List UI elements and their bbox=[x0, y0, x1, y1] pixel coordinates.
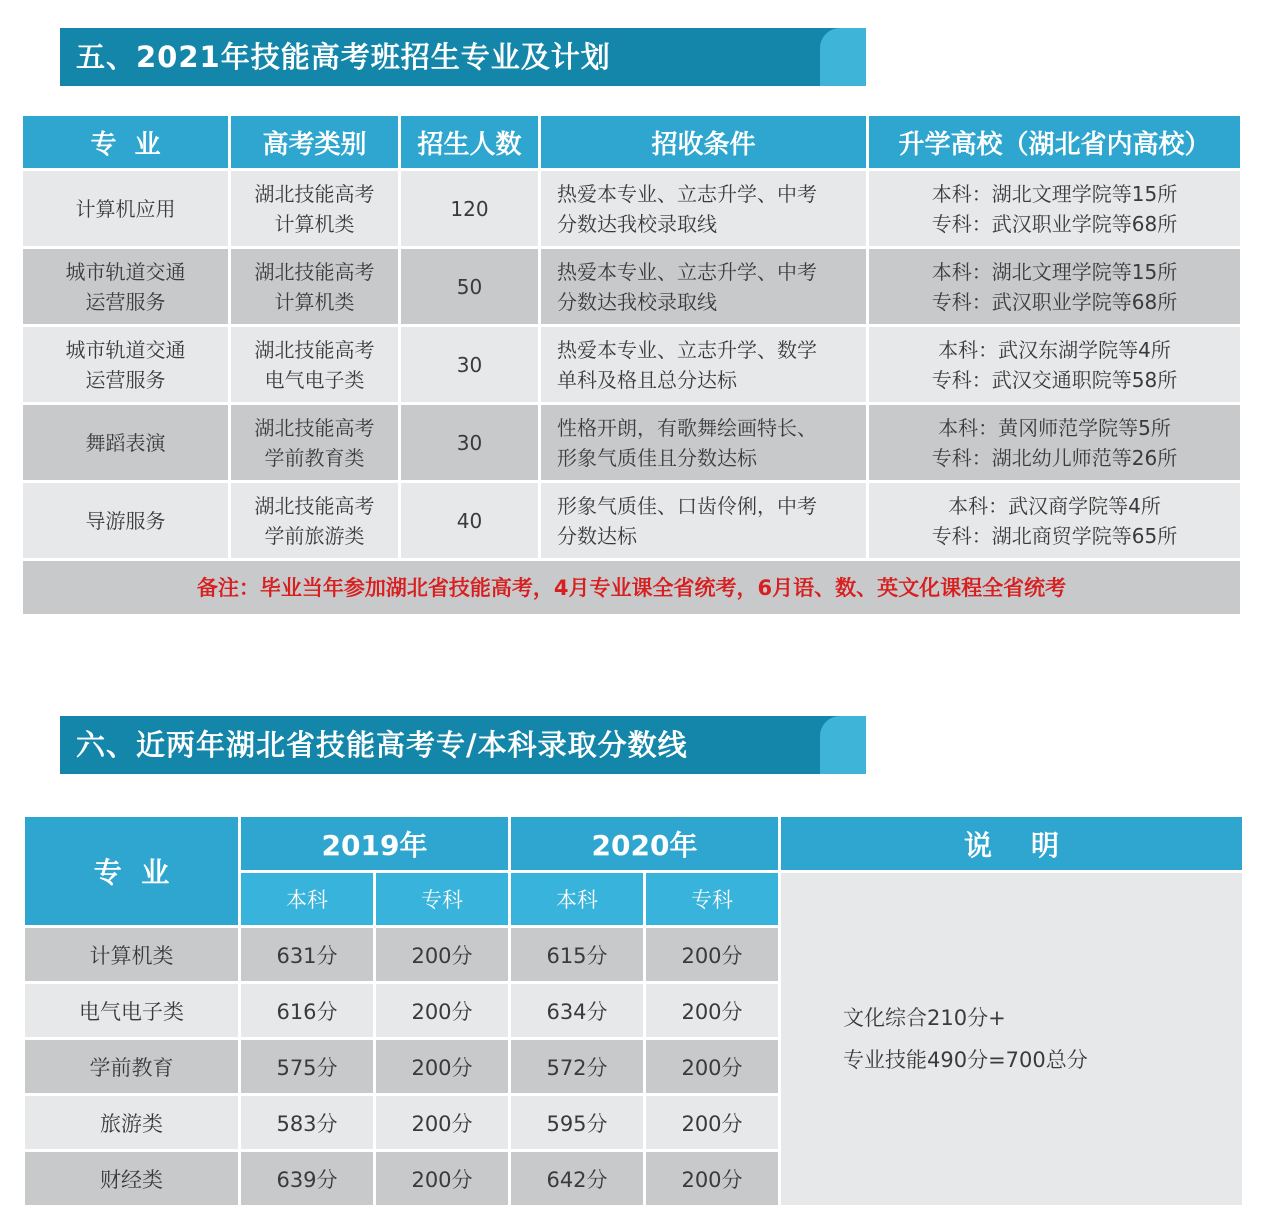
score-cell: 200分 bbox=[645, 1095, 780, 1151]
subheader-associate: 专科 bbox=[645, 872, 780, 927]
score-cell: 595分 bbox=[510, 1095, 645, 1151]
section6-banner bbox=[60, 716, 866, 774]
score-cell: 200分 bbox=[645, 983, 780, 1039]
category-cell: 湖北技能高考 计算机类 bbox=[230, 170, 400, 248]
header-count: 招生人数 bbox=[400, 115, 540, 170]
major-cell: 导游服务 bbox=[22, 482, 230, 560]
score-cell: 200分 bbox=[645, 1039, 780, 1095]
table-row bbox=[22, 326, 1242, 404]
score-cell: 200分 bbox=[645, 1151, 780, 1207]
score-cell: 200分 bbox=[375, 983, 510, 1039]
condition-cell: 热爱本专业、立志升学、中考 分数达我校录取线 bbox=[540, 248, 868, 326]
major-cell: 学前教育 bbox=[24, 1039, 240, 1095]
schools-cell: 本科：湖北文理学院等15所 专科：武汉职业学院等68所 bbox=[868, 170, 1242, 248]
condition-cell: 热爱本专业、立志升学、中考 分数达我校录取线 bbox=[540, 170, 868, 248]
score-cell: 639分 bbox=[240, 1151, 375, 1207]
major-cell: 旅游类 bbox=[24, 1095, 240, 1151]
score-cell: 631分 bbox=[240, 927, 375, 983]
table-row bbox=[22, 482, 1242, 560]
score-line-table bbox=[22, 814, 1245, 1208]
score-cell: 572分 bbox=[510, 1039, 645, 1095]
header-condition: 招收条件 bbox=[540, 115, 868, 170]
header-schools: 升学高校（湖北省内高校） bbox=[868, 115, 1242, 170]
score-cell: 200分 bbox=[375, 1151, 510, 1207]
subheader-associate: 专科 bbox=[375, 872, 510, 927]
major-cell: 城市轨道交通 运营服务 bbox=[22, 326, 230, 404]
header-category: 高考类别 bbox=[230, 115, 400, 170]
score-cell: 200分 bbox=[645, 927, 780, 983]
count-cell: 30 bbox=[400, 326, 540, 404]
header-year-2020: 2020年 bbox=[510, 816, 780, 872]
count-cell: 40 bbox=[400, 482, 540, 560]
major-cell: 舞蹈表演 bbox=[22, 404, 230, 482]
major-cell: 城市轨道交通 运营服务 bbox=[22, 248, 230, 326]
table-header-row bbox=[24, 816, 1244, 872]
table-header-row bbox=[22, 115, 1242, 170]
explain-line: 文化综合210分+ bbox=[843, 1006, 1006, 1030]
count-cell: 120 bbox=[400, 170, 540, 248]
major-cell: 计算机类 bbox=[24, 927, 240, 983]
schools-cell: 本科：武汉商学院等4所 专科：湖北商贸学院等65所 bbox=[868, 482, 1242, 560]
schools-cell: 本科：湖北文理学院等15所 专科：武汉职业学院等68所 bbox=[868, 248, 1242, 326]
count-cell: 50 bbox=[400, 248, 540, 326]
table-row bbox=[22, 248, 1242, 326]
enrollment-plan-table bbox=[20, 113, 1243, 617]
count-cell: 30 bbox=[400, 404, 540, 482]
header-explain: 说 明 bbox=[780, 816, 1244, 872]
section5-title: 五、2021年技能高考班招生专业及计划 bbox=[76, 40, 611, 74]
schools-cell: 本科：武汉东湖学院等4所 专科：武汉交通职院等58所 bbox=[868, 326, 1242, 404]
major-cell: 计算机应用 bbox=[22, 170, 230, 248]
section5-banner bbox=[60, 28, 866, 86]
table-row bbox=[22, 404, 1242, 482]
condition-cell: 性格开朗，有歌舞绘画特长、 形象气质佳且分数达标 bbox=[540, 404, 868, 482]
score-cell: 575分 bbox=[240, 1039, 375, 1095]
category-cell: 湖北技能高考 学前旅游类 bbox=[230, 482, 400, 560]
score-cell: 200分 bbox=[375, 1039, 510, 1095]
header-major: 专 业 bbox=[24, 816, 240, 927]
table-row bbox=[22, 170, 1242, 248]
score-cell: 583分 bbox=[240, 1095, 375, 1151]
category-cell: 湖北技能高考 电气电子类 bbox=[230, 326, 400, 404]
explain-line: 专业技能490分=700总分 bbox=[843, 1048, 1088, 1072]
header-major: 专 业 bbox=[22, 115, 230, 170]
schools-cell: 本科：黄冈师范学院等5所 专科：湖北幼儿师范等26所 bbox=[868, 404, 1242, 482]
score-cell: 616分 bbox=[240, 983, 375, 1039]
score-cell: 634分 bbox=[510, 983, 645, 1039]
score-cell: 615分 bbox=[510, 927, 645, 983]
section6-title: 六、近两年湖北省技能高考专/本科录取分数线 bbox=[76, 728, 688, 762]
score-cell: 200分 bbox=[375, 927, 510, 983]
category-cell: 湖北技能高考 计算机类 bbox=[230, 248, 400, 326]
subheader-bachelor: 本科 bbox=[510, 872, 645, 927]
header-year-2019: 2019年 bbox=[240, 816, 510, 872]
major-cell: 财经类 bbox=[24, 1151, 240, 1207]
note-text: 备注：毕业当年参加湖北省技能高考，4月专业课全省统考，6月语、数、英文化课程全省统考 bbox=[22, 560, 1242, 616]
category-cell: 湖北技能高考 学前教育类 bbox=[230, 404, 400, 482]
explain-cell bbox=[780, 872, 1244, 1207]
score-cell: 200分 bbox=[375, 1095, 510, 1151]
banner-accent bbox=[820, 716, 866, 774]
banner-accent bbox=[820, 28, 866, 86]
note-row bbox=[22, 560, 1242, 616]
condition-cell: 形象气质佳、口齿伶俐，中考 分数达标 bbox=[540, 482, 868, 560]
subheader-bachelor: 本科 bbox=[240, 872, 375, 927]
score-cell: 642分 bbox=[510, 1151, 645, 1207]
major-cell: 电气电子类 bbox=[24, 983, 240, 1039]
condition-cell: 热爱本专业、立志升学、数学 单科及格且总分达标 bbox=[540, 326, 868, 404]
